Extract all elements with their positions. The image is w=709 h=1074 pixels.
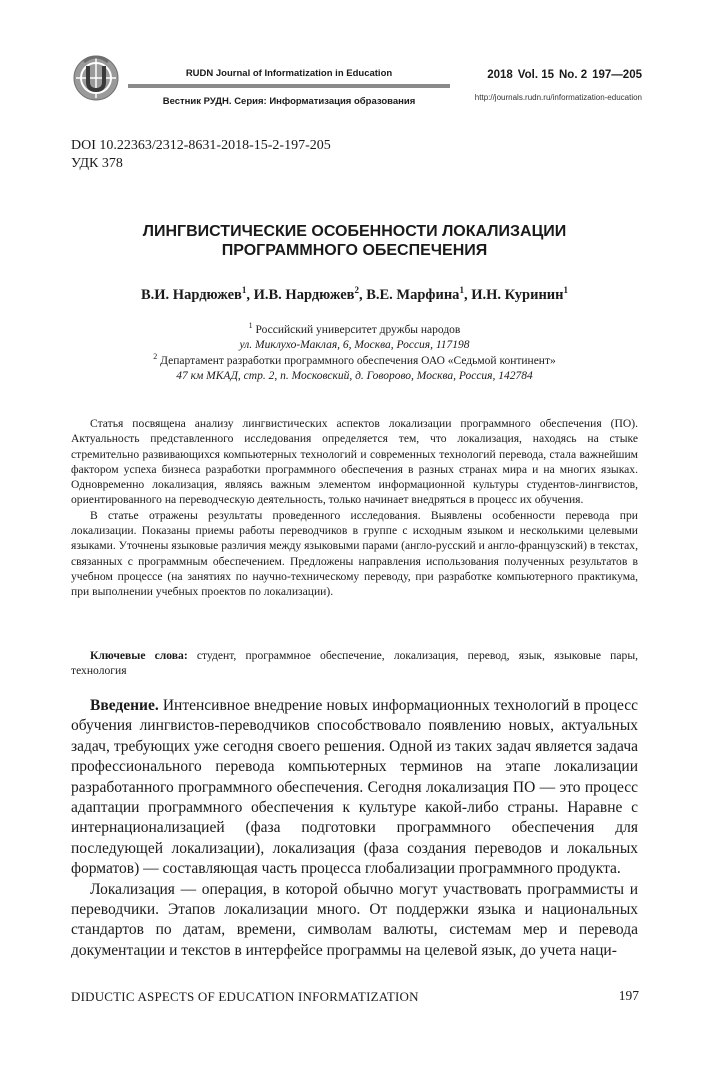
affiliation-2	[71, 349, 638, 384]
author-name: И.В. Нардюжев	[253, 286, 355, 303]
title-line-2: ПРОГРАММНОГО ОБЕСПЕЧЕНИЯ	[221, 242, 488, 259]
issue-pages: 197—205	[592, 69, 642, 81]
affiliation-1	[71, 318, 638, 353]
body-paragraph	[71, 696, 638, 880]
rudn-logo	[68, 48, 124, 104]
affil-address: ул. Миклухо-Маклая, 6, Москва, Россия, 117198	[239, 338, 470, 351]
body-text: Интенсивное внедрение новых информационных технологий в процесс обучения лингвистов-переводчиков способствовало появлению новых, актуальных задач, требующих уже сегодня своего решения. Одной из таких задач является задача профессионального перевода компьютерных терминов на этапе локализации разработанного программного обеспечения. Сегодня локализация ПО — это процесс адаптации программного обеспечения к культуре какой-либо страны. Наравне с интернационализацией (фаза подготовки программного обеспечения для последующей локализации), локализация (фаза создания переводов и локальных форматов) — составляющая часть процесса глобализации программного продукта.	[71, 697, 638, 878]
title-line-1: ЛИНГВИСТИЧЕСКИЕ ОСОБЕННОСТИ ЛОКАЛИЗАЦИИ	[142, 223, 567, 240]
author-name: И.Н. Куринин	[471, 286, 564, 303]
udk: УДК 378	[71, 156, 123, 171]
abstract-paragraph: В статье отражены результаты проведенного исследования. Выявлены особенности перевода при локализации. Показаны приемы работы переводчиков в группе с исходным языком и несколькими целевыми языками. Уточнены языковые различия между языковыми парами (англо-русский и англо-французский) в текстах, связанных с программным обеспечением. Предложены направления использования полученных результатов в учебном процессе (на занятиях по научно-техническому переводу, при разработке компьютерного практикума, при выполнении учебных проектов по локализации).	[71, 508, 638, 599]
affil-mark: 2	[153, 352, 158, 361]
intro-label: Введение.	[90, 697, 159, 714]
body-paragraph: Локализация — операция, в которой обычно могут участвовать программисты и переводчики. Этапов локализации много. От поддержки языка и национальных стандартов по датам, времени, символам валюты, системам мер и перевода документации и текстов в интерфейсе программы на целевой язык, до учета наци-	[71, 880, 638, 959]
author-affil-mark: 2	[354, 285, 359, 295]
doi: DOI 10.22363/2312-8631-2018-15-2-197-205	[71, 138, 331, 153]
affil-org: Российский университет дружбы народов	[255, 323, 461, 336]
affil-mark: 1	[248, 321, 253, 330]
author-separator: ,	[358, 286, 367, 303]
issue-info	[482, 69, 642, 81]
issue-number: No. 2	[559, 69, 588, 81]
page-number: 197	[618, 988, 639, 1003]
author-affil-mark: 1	[459, 285, 464, 295]
journal-title-en: RUDN Journal of Informatization in Education	[185, 68, 393, 79]
issue-year: 2018	[487, 69, 513, 81]
keywords-label: Ключевые слова:	[90, 649, 188, 662]
article-body	[71, 696, 638, 961]
keywords	[71, 648, 638, 679]
author-list	[71, 285, 638, 304]
author-name: В.Е. Марфина	[366, 286, 460, 303]
header-rule	[128, 84, 450, 88]
author-name: В.И. Нардюжев	[140, 286, 242, 303]
author-separator: ,	[463, 286, 472, 303]
abstract-paragraph: Статья посвящена анализу лингвистических аспектов локализации программного обеспечения (ПО). Актуальность представленного исследования определяется тем, что локализация, находясь на стыке стремительно развивающихся компьютерных технологий и современных технологий перевода, стала важнейшим фактором успеха бизнеса разработки программного обеспечения в разных странах мира и на многих языках. Одновременно локализация, являясь важным элементом информационной культуры студентов-лингвистов, ориентированного на переводческую деятельность, только начинает внедряться в процесс их обучения.	[71, 417, 638, 507]
abstract	[71, 416, 638, 600]
section-name: DIDUCTIC ASPECTS OF EDUCATION INFORMATIZATION	[71, 989, 419, 1004]
article-title	[71, 222, 638, 260]
author-affil-mark: 1	[563, 285, 569, 295]
author-separator: ,	[246, 286, 254, 303]
affil-address: 47 км МКАД, стр. 2, п. Московский, д. Говорово, Москва, Россия, 142784	[176, 369, 533, 382]
author-affil-mark: 1	[241, 285, 247, 295]
issue-volume: Vol. 15	[517, 69, 554, 81]
keywords-text: студент, программное обеспечение, локализация, перевод, язык, языковые пары, технология	[71, 649, 639, 678]
journal-url: http://journals.rudn.ru/informatization-education	[474, 93, 642, 102]
journal-title-ru: Вестник РУДН. Серия: Информатизация образования	[162, 96, 416, 107]
affil-org: Департамент разработки программного обеспечения ОАО «Седьмой континент»	[160, 354, 556, 367]
